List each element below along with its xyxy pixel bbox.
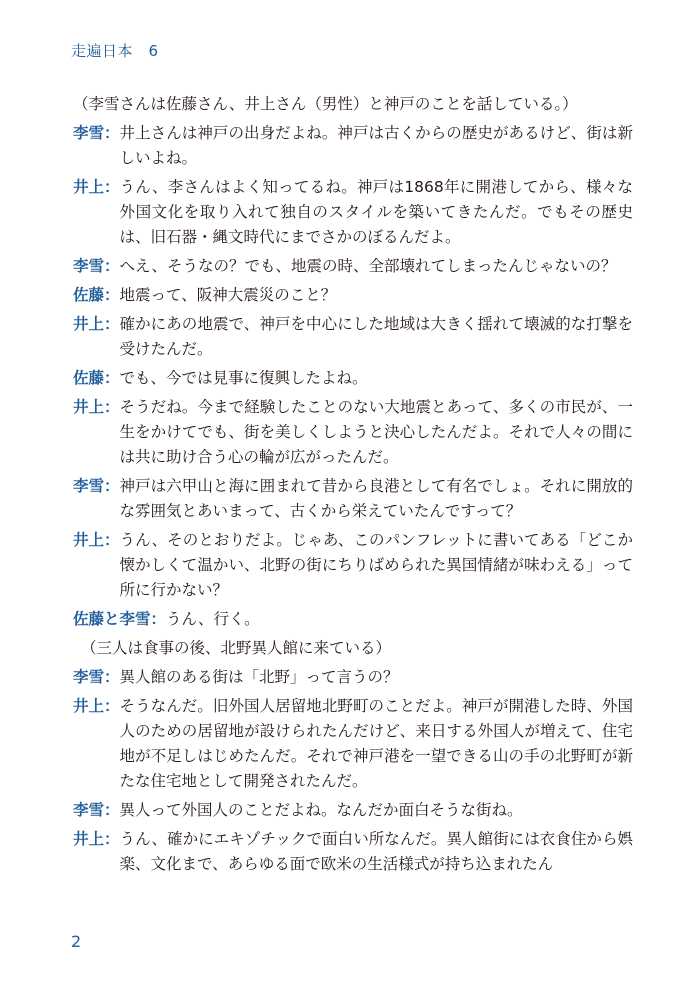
speaker-name: 井上： <box>73 398 120 416</box>
stage-direction: （李雪さんは佐藤さん、井上さん（男性）と神戸のことを話している。） <box>73 95 578 113</box>
dialogue-text: 地震って、阪神大震災のこと？ <box>119 286 337 304</box>
page-number: 2 <box>71 932 82 951</box>
speaker-name: 井上： <box>73 697 120 715</box>
dialogue-line <box>73 312 633 362</box>
speaker-name: 李雪： <box>73 477 120 495</box>
dialogue-text: 井上さんは神戸の出身だよね。神戸は古くからの歴史があるけど、街は新しいよね。 <box>119 124 633 167</box>
speaker-name: 佐藤： <box>73 286 120 304</box>
dialogue-line <box>73 254 633 279</box>
dialogue-line <box>73 607 633 632</box>
speaker-name: 李雪： <box>73 668 120 686</box>
dialogue-text: うん、李さんはよく知ってるね。神戸は1868年に開港してから、様々な外国文化を取り入れて独自のスタイルを築いてきたんだ。でもその歴史は、旧石器・縄文時代にまでさかのぼるんだよ。 <box>119 178 633 246</box>
speaker-name: 李雪： <box>73 257 120 275</box>
dialogue-text: でも、今では見事に復興したよね。 <box>119 369 368 387</box>
stage-direction: （三人は食事の後、北野異人館に来ている） <box>81 639 392 657</box>
dialogue-line <box>73 395 633 470</box>
running-header: 走遍日本 6 <box>71 42 159 60</box>
dialogue-line <box>73 694 633 794</box>
dialogue-text: 確かにあの地震で、神戸を中心にした地域は大きく揺れて壊滅的な打撃を受けたんだ。 <box>119 315 633 358</box>
dialogue-line <box>73 283 633 308</box>
speaker-name: 李雪： <box>73 124 120 142</box>
dialogue-text: 異人って外国人のことだよね。なんだか面白そうな街ね。 <box>119 801 523 819</box>
dialogue-line <box>73 121 633 171</box>
dialogue-line <box>73 827 633 877</box>
dialogue-text: うん、行く。 <box>166 610 260 628</box>
dialogue-text: うん、確かにエキゾチックで面白い所なんだ。異人館街には衣食住から娯楽、文化まで、あらゆる面で欧米の生活様式が持ち込まれたん <box>119 830 633 873</box>
dialogue-line <box>73 528 633 603</box>
dialogue-body <box>73 92 633 881</box>
dialogue-line <box>73 474 633 524</box>
speaker-name: 井上： <box>73 531 120 549</box>
dialogue-line <box>73 665 633 690</box>
dialogue-text: 神戸は六甲山と海に囲まれて昔から良港として有名でしょ。それに開放的な雰囲気とあいまって、古くから栄えていたんですって？ <box>119 477 633 520</box>
speaker-name: 李雪： <box>73 801 120 819</box>
dialogue-line <box>73 366 633 391</box>
dialogue-text: そうなんだ。旧外国人居留地北野町のことだよ。神戸が開港した時、外国人のための居留地が設けられたんだけど、来日する外国人が増えて、住宅地が不足しはじめたんだ。それで神戸港を一望できる山の手の北野町が新たな住宅地として開発されたんだ。 <box>119 697 633 790</box>
dialogue-text: 異人館のある街は「北野」って言うの？ <box>119 668 399 686</box>
dialogue-text: へえ、そうなの？でも、地震の時、全部壊れてしまったんじゃないの？ <box>119 257 617 275</box>
dialogue-line <box>73 798 633 823</box>
dialogue-text: そうだね。今まで経験したことのない大地震とあって、多くの市民が、一生をかけてでも、街を美しくしようと決心したんだよ。それで人々の間には共に助け合う心の輪が広がったんだ。 <box>119 398 633 466</box>
dialogue-text: うん、そのとおりだよ。じゃあ、このパンフレットに書いてある「どこか懐かしくて温かい、北野の街にちりばめられた異国情緒が味わえる」って所に行かない？ <box>119 531 633 599</box>
speaker-name: 井上： <box>73 315 120 333</box>
speaker-name: 井上： <box>73 178 120 196</box>
dialogue-line <box>73 175 633 250</box>
speaker-name: 井上： <box>73 830 120 848</box>
speaker-name: 佐藤と李雪： <box>73 610 167 628</box>
speaker-name: 佐藤： <box>73 369 120 387</box>
